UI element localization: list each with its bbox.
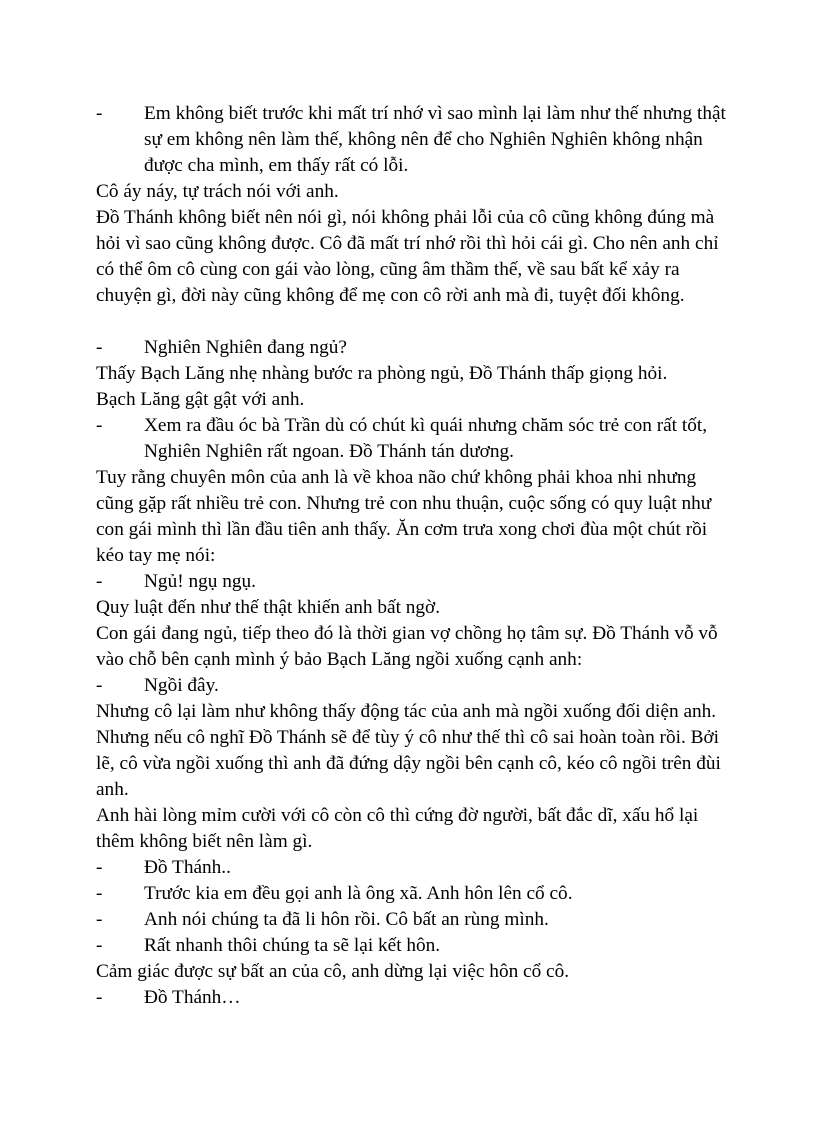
- dash-marker: -: [96, 675, 103, 696]
- dash-marker: -: [96, 987, 103, 1008]
- paragraph: Anh hài lòng mỉm cười với cô còn cô thì cứng đờ người, bất đắc dĩ, xấu hổ lại thêm không biết nên làm gì.: [96, 805, 699, 852]
- dialogue-line: [96, 881, 736, 907]
- dash-marker: -: [96, 103, 103, 124]
- dialogue-text: Xem ra đầu óc bà Trần dù có chút kì quái nhưng chăm sóc trẻ con rất tốt, Nghiên Nghiên rất ngoan. Đồ Thánh tán dương.: [144, 415, 708, 462]
- paragraph: Nhưng cô lại làm như không thấy động tác của anh mà ngồi xuống đối diện anh. Nhưng nếu cô nghĩ Đồ Thánh sẽ để tùy ý cô như thế thì cô sai hoàn toàn rồi. Bởi lẽ, cô vừa ngồi xuống thì anh đã đứng dậy ngồi bên cạnh cô, kéo cô ngồi trên đùi anh.: [96, 701, 721, 800]
- document-body: [96, 101, 736, 1011]
- dash-marker: -: [96, 883, 103, 904]
- dialogue-line: [96, 673, 736, 699]
- dialogue-text: Em không biết trước khi mất trí nhớ vì sao mình lại làm như thế nhưng thật sự em không nên làm thế, không nên để cho Nghiên Nghiên không nhận được cha mình, em thấy rất có lỗi.: [144, 103, 726, 176]
- paragraph: Thấy Bạch Lăng nhẹ nhàng bước ra phòng ngủ, Đồ Thánh thấp giọng hỏi.: [96, 363, 668, 384]
- dialogue-text: Ngồi đây.: [144, 675, 219, 696]
- paragraph: Bạch Lăng gật gật với anh.: [96, 389, 305, 410]
- dialogue-line: [96, 855, 736, 881]
- dash-marker: -: [96, 337, 103, 358]
- dialogue-line: [96, 413, 736, 465]
- dialogue-text: Đồ Thánh…: [144, 987, 241, 1008]
- dash-marker: -: [96, 935, 103, 956]
- dialogue-text: Anh nói chúng ta đã li hôn rồi. Cô bất an rùng mình.: [144, 909, 549, 930]
- dialogue-line: [96, 101, 736, 179]
- dialogue-text: Nghiên Nghiên đang ngủ?: [144, 337, 347, 358]
- dialogue-text: Trước kia em đều gọi anh là ông xã. Anh hôn lên cổ cô.: [144, 883, 573, 904]
- dialogue-line: [96, 569, 736, 595]
- dialogue-line: [96, 985, 736, 1011]
- dash-marker: -: [96, 415, 103, 436]
- paragraph: Đồ Thánh không biết nên nói gì, nói không phải lỗi của cô cũng không đúng mà hỏi vì sao cũng không được. Cô đã mất trí nhớ rồi thì hỏi cái gì. Cho nên anh chỉ có thể ôm cô cùng con gái vào lòng, cũng âm thầm thế, về sau bất kể xảy ra chuyện gì, đời này cũng không để mẹ con cô rời anh mà đi, tuyệt đối không.: [96, 207, 719, 306]
- dialogue-line: [96, 907, 736, 933]
- dash-marker: -: [96, 571, 103, 592]
- dialogue-text: Rất nhanh thôi chúng ta sẽ lại kết hôn.: [144, 935, 441, 956]
- dialogue-text: Đồ Thánh..: [144, 857, 231, 878]
- paragraph: Cô áy náy, tự trách nói với anh.: [96, 181, 339, 202]
- paragraph: Cảm giác được sự bất an của cô, anh dừng lại việc hôn cổ cô.: [96, 961, 570, 982]
- paragraph: Con gái đang ngủ, tiếp theo đó là thời gian vợ chồng họ tâm sự. Đồ Thánh vỗ vỗ vào chỗ bên cạnh mình ý bảo Bạch Lăng ngồi xuống cạnh anh:: [96, 623, 718, 670]
- paragraph: Quy luật đến như thế thật khiến anh bất ngờ.: [96, 597, 441, 618]
- dialogue-text: Ngủ! ngụ ngụ.: [144, 571, 256, 592]
- paragraph: Tuy rằng chuyên môn của anh là về khoa não chứ không phải khoa nhi nhưng cũng gặp rất nhiều trẻ con. Nhưng trẻ con nhu thuận, cuộc sống có quy luật như con gái mình thì lần đầu tiên anh thấy. Ăn cơm trưa xong chơi đùa một chút rồi kéo tay mẹ nói:: [96, 467, 712, 566]
- dialogue-line: [96, 335, 736, 361]
- blank-line: [96, 309, 736, 335]
- dash-marker: -: [96, 857, 103, 878]
- dialogue-line: [96, 933, 736, 959]
- dash-marker: -: [96, 909, 103, 930]
